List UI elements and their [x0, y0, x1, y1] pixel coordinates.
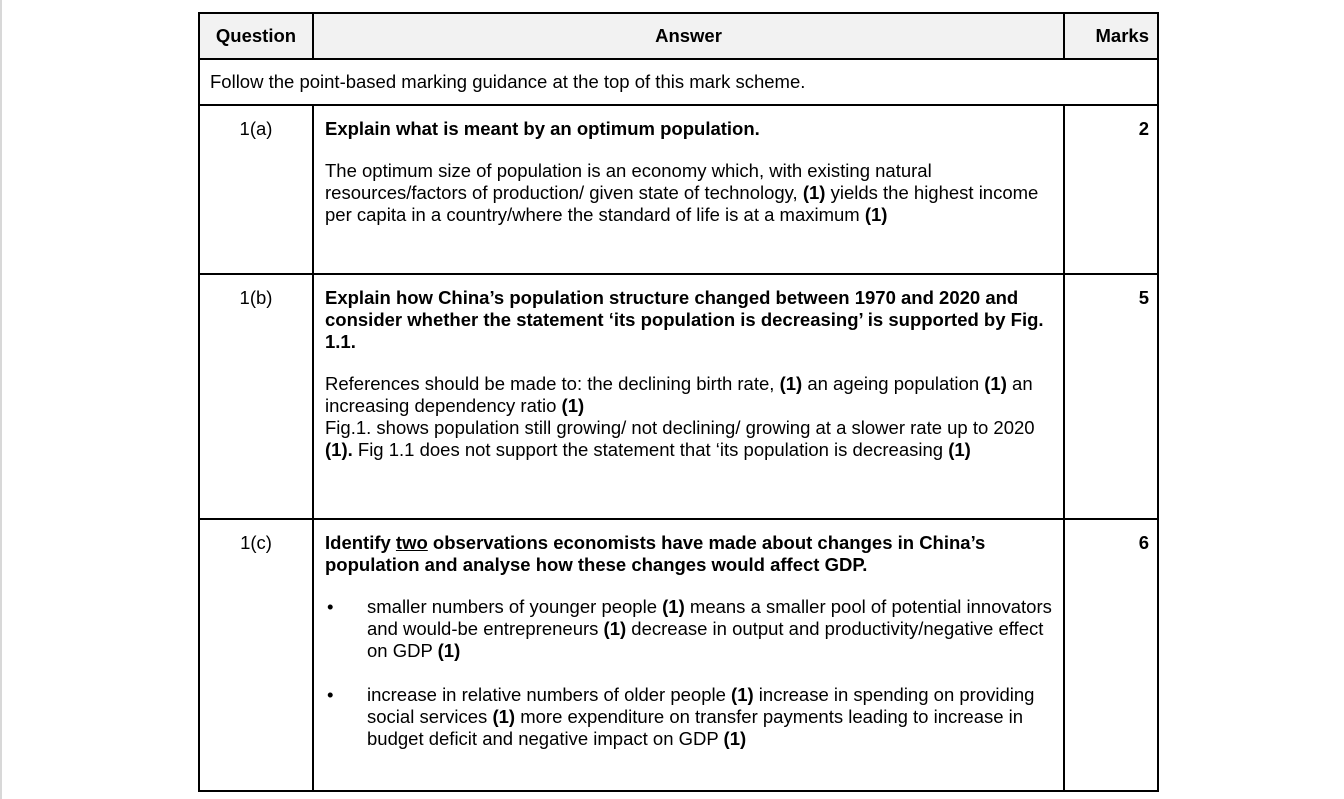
answer-bullet-list: [325, 596, 1053, 750]
mark-point: (1): [492, 706, 516, 727]
mark-point: (1): [984, 373, 1007, 394]
answer-paragraph: [325, 373, 1053, 417]
text-segment: The optimum size of population is an economy which, with existing natural resources/factors of production/ given state of technology,: [325, 160, 932, 203]
text-segment: Fig 1.1 does not support the statement that ‘its population is decreasing: [352, 439, 949, 460]
header-row: [199, 13, 1158, 59]
mark-point: (1): [603, 618, 627, 639]
header-answer: Answer: [313, 13, 1064, 59]
marks-value: 6: [1064, 519, 1158, 791]
mark-point: (1): [561, 395, 585, 416]
answer-bullet: [325, 684, 1053, 750]
mark-scheme-table: [198, 12, 1159, 792]
answer-bullet: [325, 596, 1053, 662]
text-segment: increase in spending on providing social services: [367, 684, 1035, 727]
answer-cell: [313, 519, 1064, 791]
answer-cell: [313, 274, 1064, 519]
mark-point: (1): [864, 204, 888, 225]
header-question: Question: [199, 13, 313, 59]
answer-cell: [313, 105, 1064, 274]
question-number: 1(a): [199, 105, 313, 274]
marks-value: 2: [1064, 105, 1158, 274]
text-segment: more expenditure on transfer payments leading to increase in budget deficit and negative impact on GDP: [367, 706, 1024, 749]
text-segment: decrease in output and productivity/negative effect on GDP: [367, 618, 1044, 661]
text-segment: increase in relative numbers of older people: [367, 684, 732, 705]
guidance-note: Follow the point-based marking guidance at the top of this mark scheme.: [199, 59, 1158, 105]
header-marks: Marks: [1064, 13, 1158, 59]
text-segment: yields the highest income per capita in a country/where the standard of life is at a maximum: [325, 182, 1039, 225]
marks-value: 5: [1064, 274, 1158, 519]
guidance-row: [199, 59, 1158, 105]
question-prompt: [325, 287, 1053, 353]
answer-paragraph: [325, 160, 1053, 226]
question-number: 1(b): [199, 274, 313, 519]
text-segment: an increasing dependency ratio: [325, 373, 1033, 416]
mark-point: (1): [731, 684, 754, 705]
text-segment: Fig.1. shows population still growing/ not declining/ growing at a slower rate up to 2020: [325, 417, 1035, 438]
text-segment: References should be made to: the declining birth rate,: [325, 373, 780, 394]
emphasis-text: two: [395, 532, 428, 553]
answer-paragraph: [325, 417, 1053, 461]
question-number: 1(c): [199, 519, 313, 791]
text-segment: means a smaller pool of potential innovators and would-be entrepreneurs: [367, 596, 1052, 639]
mark-point: (1): [802, 182, 826, 203]
text-segment: Explain what is meant by an optimum population.: [325, 118, 760, 139]
question-row: [199, 274, 1158, 519]
question-prompt: [325, 118, 1053, 140]
text-segment: an ageing population: [802, 373, 985, 394]
mark-point: (1): [779, 373, 803, 394]
text-segment: Explain how China’s population structure changed between 1970 and 2020 and consider whether the statement ‘its population is decreasing’ is supported by Fig. 1.1.: [325, 287, 1044, 352]
mark-point: (1).: [325, 439, 353, 460]
text-segment: smaller numbers of younger people: [367, 596, 663, 617]
question-row: [199, 105, 1158, 274]
mark-point: (1): [948, 439, 971, 460]
mark-point: (1): [662, 596, 685, 617]
question-row: [199, 519, 1158, 791]
question-prompt: [325, 532, 1053, 576]
mark-point: (1): [723, 728, 747, 749]
mark-point: (1): [437, 640, 461, 661]
text-segment: Identify: [325, 532, 396, 553]
text-segment: observations economists have made about changes in China’s population and analyse how these changes would affect GDP.: [325, 532, 986, 575]
page-edge: [0, 0, 2, 799]
